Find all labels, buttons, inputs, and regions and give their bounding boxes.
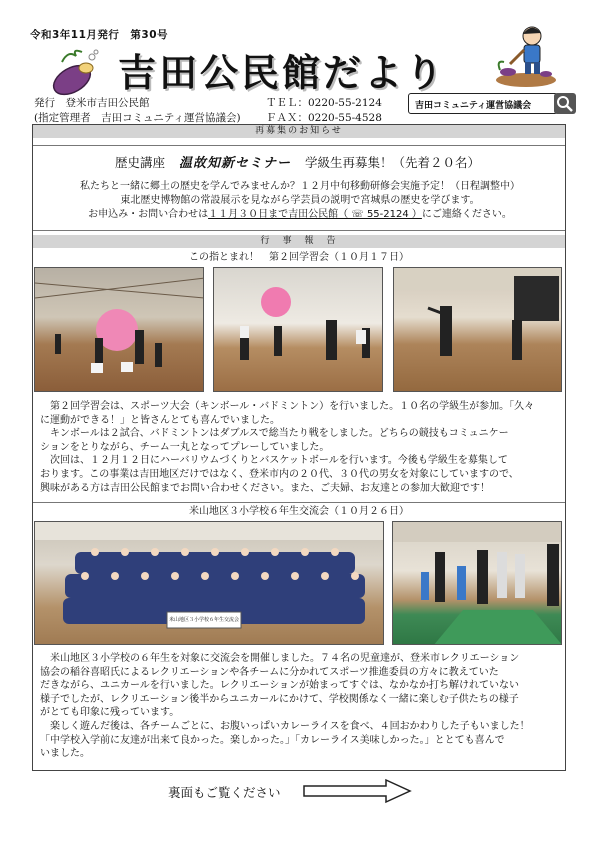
back-page-note: 裏面もご覧ください [168, 785, 281, 800]
search-button[interactable] [554, 93, 576, 114]
publisher-line: 発行 登米市吉田公民館 [34, 97, 150, 109]
photo-gym-instructor [393, 267, 562, 392]
divider [33, 230, 565, 231]
issue-label: 令和3年11月発行 第30号 [30, 29, 169, 41]
notice-line: 私たちと一緒に郷土の歴史を学んでみませんか？１２月中旬移動研修会実施予定！（日程調整中） [80, 181, 520, 192]
report-line: 様子でしたが、レクリエーション後半からユニカールにかけて、学校関係なく一緒に楽しむ子供たちの様子 [40, 693, 519, 705]
report-line: に運動ができる！」と皆さんとても喜んでいました。 [40, 414, 280, 426]
report-line: 協会の稲谷喜昭氏によるレクリエーションや各チームに分かれてスポーツ推進委員の方々に教えていた [40, 666, 499, 678]
event2-report [40, 652, 562, 761]
event1-subheading: この指とまれ！ 第２回学習会（１０月１７日） [189, 252, 409, 263]
report-line: 米山地区３小学校の６年生を対象に交流会を開催しました。７４名の児童達が、登米市レクリエーション [40, 653, 520, 664]
tel-line: ＴＥＬ：0220-55-2124 [266, 97, 382, 109]
photo-kinball-throw [213, 267, 383, 392]
report-line: キンボールは２試合、バドミントンはダブルスで総当たり戦をしました。どちらの競技もコミュニケー [40, 428, 509, 440]
photo-group-students [34, 521, 384, 645]
notice-section-bar: 再募集のお知らせ [33, 125, 565, 138]
newsletter-title: 吉田公民館だより [118, 51, 447, 95]
sweet-potato-icon [48, 48, 100, 98]
report-line: ションをとりながら、チーム一丸となってプレーしていました。 [40, 441, 330, 453]
report-line: 第２回学習会は、スポーツ大会（キンボール・バドミントン）を行いました。１０名の学級生が参加。「久々 [40, 401, 535, 412]
search-box[interactable]: 吉田コミュニティ運営協議会 [408, 93, 558, 114]
divider [33, 502, 565, 503]
notice-apply-tail: にご連絡ください。 [421, 209, 512, 220]
seminar-name: 温故知新セミナー [178, 156, 291, 171]
publisher-info [34, 96, 241, 126]
notice-line: 東北歴史博物館の常設展示を見ながら学芸員の説明で宮城県の歴史を学びます。 [120, 195, 480, 206]
event1-report [40, 400, 562, 495]
report-line: 「中学校入学前に友達が出来て良かった。楽しかった。」「カレーライス美味しかった。」ととても喜んで [40, 734, 505, 746]
notice-line [40, 208, 560, 222]
report-line: 興味がある方は吉田公民館までお問い合わせください。また、ご夫婦、お友達との参加大歓迎です！ [40, 482, 490, 494]
notice-headline [0, 152, 595, 171]
notice-apply-lead: お申込み・お問い合わせは [88, 209, 209, 220]
report-line: 楽しく遊んだ後は、各チームごとに、お腹いっぱいカレーライスを食べ、４回おかわりした子もいました！ [40, 720, 530, 732]
arrow-right-icon [302, 778, 412, 804]
fax-line: ＦＡＸ：0220-55-4528 [266, 112, 382, 124]
photo-unicurl [392, 521, 562, 645]
photo-kinball [34, 267, 204, 392]
event2-subheading: 米山地区３小学校６年生交流会（１０月２６日） [189, 506, 409, 517]
manager-line: (指定管理者 吉田コミュニティ運営協議会) [34, 112, 241, 124]
report-line: 次回は、１２月１２日にハーバリウムづくりとバスケットボールを行います。今後も学級生を募集して [40, 455, 508, 467]
notice-head-lead: 歴史講座 [114, 155, 165, 170]
divider [33, 145, 565, 146]
kid-digging-illustration [490, 20, 560, 90]
notice-head-tail: 学級生再募集！（先着２０名） [304, 155, 480, 170]
notice-body [40, 180, 560, 222]
report-line: おります。この事業は吉田地区だけではなく、登米市内の２０代、３０代の男女を対象にしていますので、 [40, 468, 519, 480]
notice-deadline: １１月３０日まで吉田公民館（ ☏ 55-2124 ） [208, 209, 422, 220]
report-line: がとても印象に残っています。 [40, 707, 180, 719]
report-line: だきながら、ユニカールを行いました。レクリエーションが始まってすぐは、なかなか打ち解けれていない [40, 680, 519, 692]
search-icon [554, 93, 576, 114]
contact-info [266, 96, 382, 126]
event-banner: 米山地区３小学校６年生交流会 [169, 617, 239, 623]
report-section-bar: 行 事 報 告 [33, 235, 565, 248]
report-line: いました。 [40, 748, 90, 760]
